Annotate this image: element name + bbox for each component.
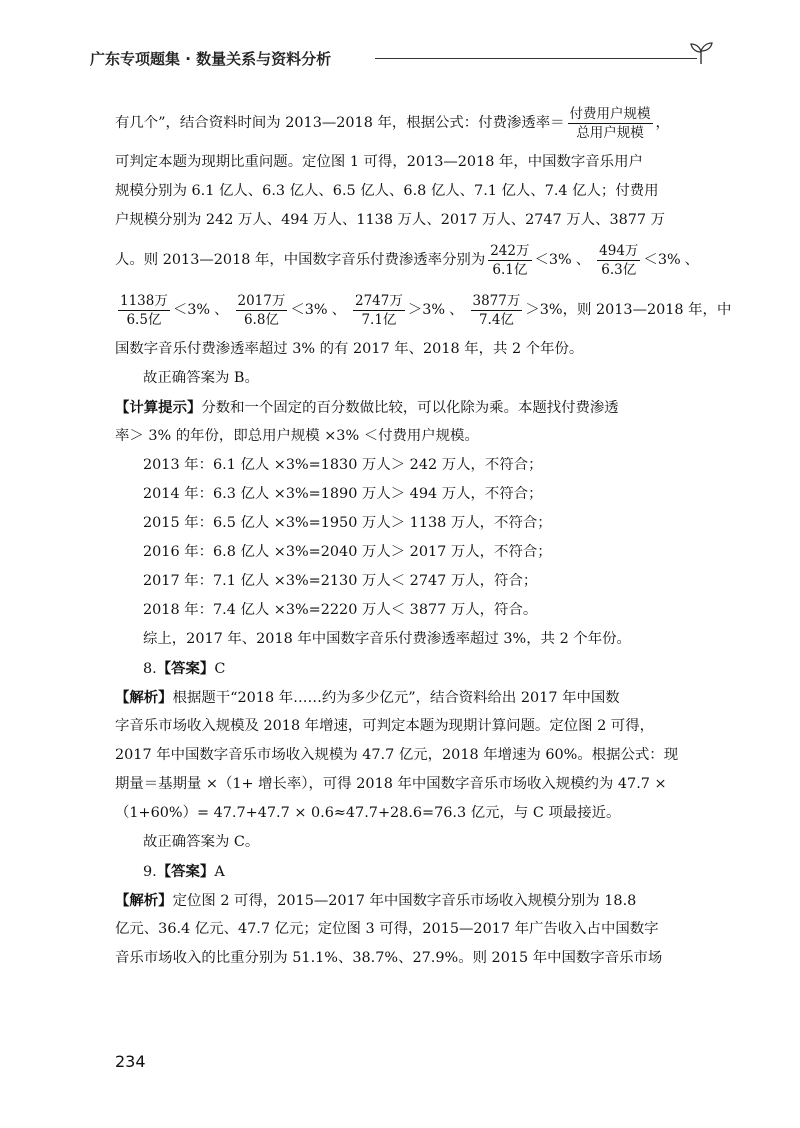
body-line	[115, 886, 715, 915]
rate-fraction	[236, 292, 288, 329]
question-number: 9.	[143, 864, 157, 880]
calc-line: 2015 年：6.5 亿人 ×3%=1950 万人＞ 1138 万人，不符合；	[143, 515, 552, 531]
comparison: ＞3%	[407, 301, 446, 318]
sprout-icon	[688, 40, 714, 66]
page-body	[115, 98, 732, 973]
body-line: 国数字音乐付费渗透率超过 3% 的有 2017 年、2018 年，共 2 个年份。	[115, 341, 584, 357]
body-line	[115, 285, 732, 335]
calc-line: 2017 年：7.1 亿人 ×3%=2130 万人＜ 2747 万人，符合；	[143, 573, 538, 589]
body-line	[115, 683, 715, 712]
body-line	[115, 235, 715, 285]
text-run: ，则 2013—2018 年，中	[562, 301, 732, 318]
fraction-denominator: 总用户规模	[576, 124, 644, 141]
formula-fraction	[568, 105, 653, 142]
text-run: 分数和一个固定的百分数做比较，可以化除为乘。本题找付费渗透	[201, 400, 619, 416]
separator: 、	[575, 251, 591, 268]
body-line: 字音乐市场收入规模及 2018 年增速，可判定本题为现期计算问题。定位图 2 可得，	[115, 718, 654, 734]
body-line: 亿元、36.4 亿元、47.7 亿元；定位图 3 可得，2015—2017 年广告收入占中国数字	[115, 921, 659, 937]
calc-line: 2013 年：6.1 亿人 ×3%=1830 万人＞ 242 万人，不符合；	[143, 457, 543, 473]
fraction-numerator: 1138万	[120, 292, 168, 309]
fraction-denominator: 6.1亿	[492, 261, 528, 278]
comparison: ＞3%	[525, 301, 563, 318]
rate-fraction	[118, 292, 170, 329]
fraction-numerator: 2747万	[355, 292, 403, 309]
fraction-denominator: 6.8亿	[243, 311, 279, 328]
answer-label: 【答案】	[156, 863, 215, 880]
answer-line: 故正确答案为 C。	[143, 834, 260, 850]
fraction-numerator: 付费用户规模	[569, 105, 651, 122]
text-run: 定位图 2 可得，2015—2017 年中国数字音乐市场收入规模分别为 18.8	[172, 893, 637, 909]
rate-fraction	[353, 292, 405, 329]
summary-line: 综上，2017 年、2018 年中国数字音乐付费渗透率超过 3%，共 2 个年份。	[143, 631, 631, 647]
rate-fraction	[597, 242, 640, 279]
fraction-numerator: 3877万	[472, 292, 521, 309]
answer-label: 【答案】	[156, 660, 215, 677]
answer-value: C	[214, 661, 226, 677]
question-answer-line	[115, 654, 715, 683]
fraction-numerator: 2017万	[237, 292, 286, 309]
answer-line: 故正确答案为 B。	[143, 370, 259, 386]
comparison: ＜3%	[290, 301, 328, 318]
body-line: 2017 年中国数字音乐市场收入规模为 47.7 亿元，2018 年增速为 60%。根据公式：现	[115, 747, 679, 763]
body-line: 期量＝基期量 ×（1+ 增长率），可得 2018 年中国数字音乐市场收入规模约为 47.7 ×	[115, 776, 667, 792]
calc-line: 2014 年：6.3 亿人 ×3%=1890 万人＞ 494 万人，不符合；	[143, 486, 543, 502]
body-line: 率＞ 3% 的年份，即总用户规模 ×3% ＜付费用户规模。	[115, 428, 479, 444]
comparison: ＜3%	[534, 251, 572, 268]
separator: 、	[214, 301, 229, 318]
fraction-denominator: 6.5亿	[126, 311, 162, 328]
fraction-denominator: 6.3亿	[601, 261, 637, 278]
separator: 、	[449, 301, 464, 318]
body-line: （1+60%）= 47.7+47.7 × 0.6≈47.7+28.6=76.3 亿元，与 C 项最接近。	[115, 805, 621, 821]
header-rule	[375, 58, 697, 59]
answer-value: A	[214, 864, 225, 880]
body-line: 户规模分别为 242 万人、494 万人、1138 万人、2017 万人、2747 万人、3877 万	[115, 212, 666, 228]
explanation-label: 【解析】	[115, 892, 173, 909]
text-run: 人。则 2013—2018 年，中国数字音乐付费渗透率分别为	[115, 251, 486, 268]
fraction-numerator: 242万	[490, 242, 530, 259]
comparison: ＜3%	[172, 301, 211, 318]
text-run: 有几个”，结合资料时间为 2013—2018 年，根据公式：付费渗透率＝	[115, 114, 565, 131]
body-line: 音乐市场收入的比重分别为 51.1%、38.7%、27.9%。则 2015 年中国数字音乐市场	[115, 950, 663, 966]
explanation-label: 【解析】	[115, 689, 173, 706]
question-answer-line	[115, 857, 715, 886]
body-line	[115, 98, 715, 148]
fraction-numerator: 494万	[599, 242, 639, 259]
separator: 、	[331, 301, 346, 318]
running-header	[90, 40, 720, 70]
calc-tip-label: 【计算提示】	[115, 399, 202, 416]
fraction-denominator: 7.1亿	[361, 311, 397, 328]
rate-fraction	[471, 292, 523, 329]
comparison: ＜3%	[643, 251, 681, 268]
separator: 、	[684, 251, 700, 268]
text-run: ，	[655, 114, 670, 131]
body-line	[115, 393, 715, 422]
rate-fraction	[488, 242, 531, 279]
calc-line: 2016 年：6.8 亿人 ×3%=2040 万人＞ 2017 万人，不符合；	[143, 544, 552, 560]
page-number: 234	[115, 1052, 146, 1071]
header-title: 广东专项题集 · 数量关系与资料分析	[90, 50, 332, 68]
question-number: 8.	[143, 661, 157, 677]
fraction-denominator: 7.4亿	[478, 311, 514, 328]
body-line: 规模分别为 6.1 亿人、6.3 亿人、6.5 亿人、6.8 亿人、7.1 亿人、7.4 亿人；付费用	[115, 183, 659, 199]
body-line: 可判定本题为现期比重问题。定位图 1 可得，2013—2018 年，中国数字音乐用户	[115, 154, 643, 170]
text-run: 根据题干“2018 年……约为多少亿元”，结合资料给出 2017 年中国数	[172, 690, 620, 706]
calc-line: 2018 年：7.4 亿人 ×3%=2220 万人＜ 3877 万人，符合。	[143, 602, 538, 618]
